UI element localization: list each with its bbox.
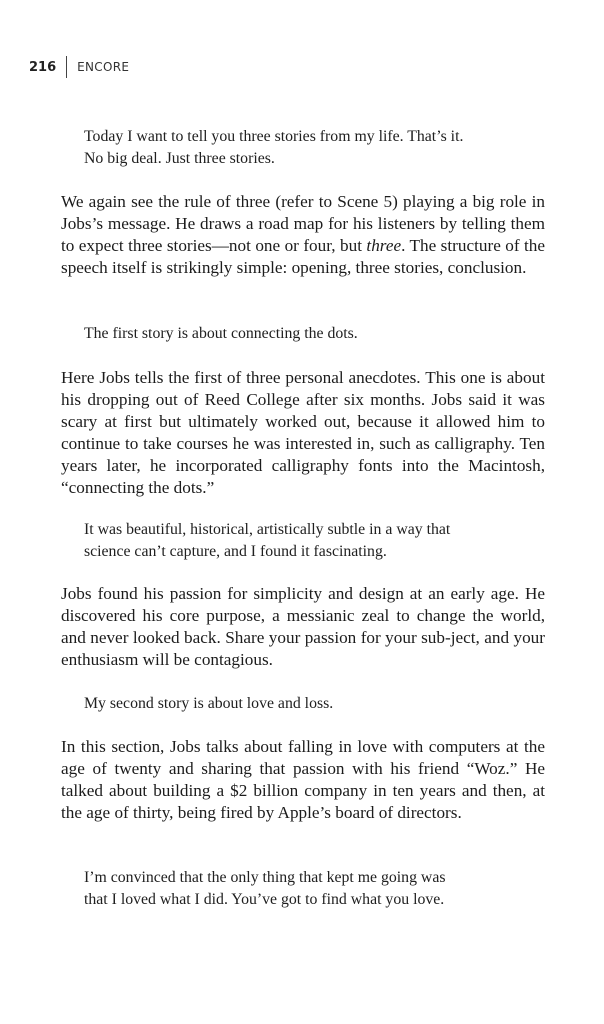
quote-line: It was beautiful, historical, artistically subtle in a way that bbox=[84, 521, 451, 538]
quote-line: No big deal. Just three stories. bbox=[84, 150, 275, 167]
quote-line: My second story is about love and loss. bbox=[84, 695, 334, 712]
quote-three-stories bbox=[61, 126, 584, 170]
quote-find-what-you-love bbox=[61, 867, 584, 911]
quote-connecting-dots bbox=[61, 323, 584, 345]
paragraph-text: We again see the rule of three (refer to Scene 5) playing a big role in Jobs’s message. He draws a road map for his listeners by telling them to expect three stories—not one or four, but bbox=[61, 192, 545, 255]
quote-line: that I loved what I did. You’ve got to find what you love. bbox=[84, 891, 445, 908]
body-paragraph-rule-of-three bbox=[61, 191, 545, 279]
quote-calligraphy bbox=[61, 519, 584, 563]
quote-line: I’m convinced that the only thing that kept me going was bbox=[84, 869, 446, 886]
quote-line: science can’t capture, and I found it fascinating. bbox=[84, 543, 387, 560]
quote-line: Today I want to tell you three stories from my life. That’s it. bbox=[84, 128, 464, 145]
page-number: 216 bbox=[29, 59, 57, 75]
body-paragraph-woz: In this section, Jobs talks about falling in love with computers at the age of twenty and sharing that passion with his friend “Woz.” He talked about building a $2 billion company in ten years and then, at the age of thirty, being fired by Apple’s board of directors. bbox=[61, 737, 545, 822]
section-title: ENCORE bbox=[77, 60, 130, 74]
paragraph-text: . The structure of the speech itself is strikingly simple: opening, three stories, conclusion. bbox=[61, 236, 546, 277]
body-paragraph-reed-college: Here Jobs tells the first of three personal anecdotes. This one is about his dropping out of Reed College after six months. Jobs said it was scary at first but ultimately worked out, because it allowed him to continue to take courses he was interested in, such as calligraphy. Ten years later, he incorporated calligraphy fonts into the Macintosh, “connecting the dots.” bbox=[61, 368, 545, 497]
header-divider bbox=[66, 56, 67, 78]
quote-line: The first story is about connecting the dots. bbox=[84, 325, 358, 342]
running-head bbox=[29, 56, 129, 78]
quote-love-and-loss bbox=[61, 693, 584, 715]
emphasis-three: three bbox=[366, 236, 402, 255]
body-paragraph-passion: Jobs found his passion for simplicity and design at an early age. He discovered his core purpose, a messianic zeal to change the world, and never looked back. Share your passion for your sub-ject, and your enthusiasm will be contagious. bbox=[61, 584, 545, 669]
